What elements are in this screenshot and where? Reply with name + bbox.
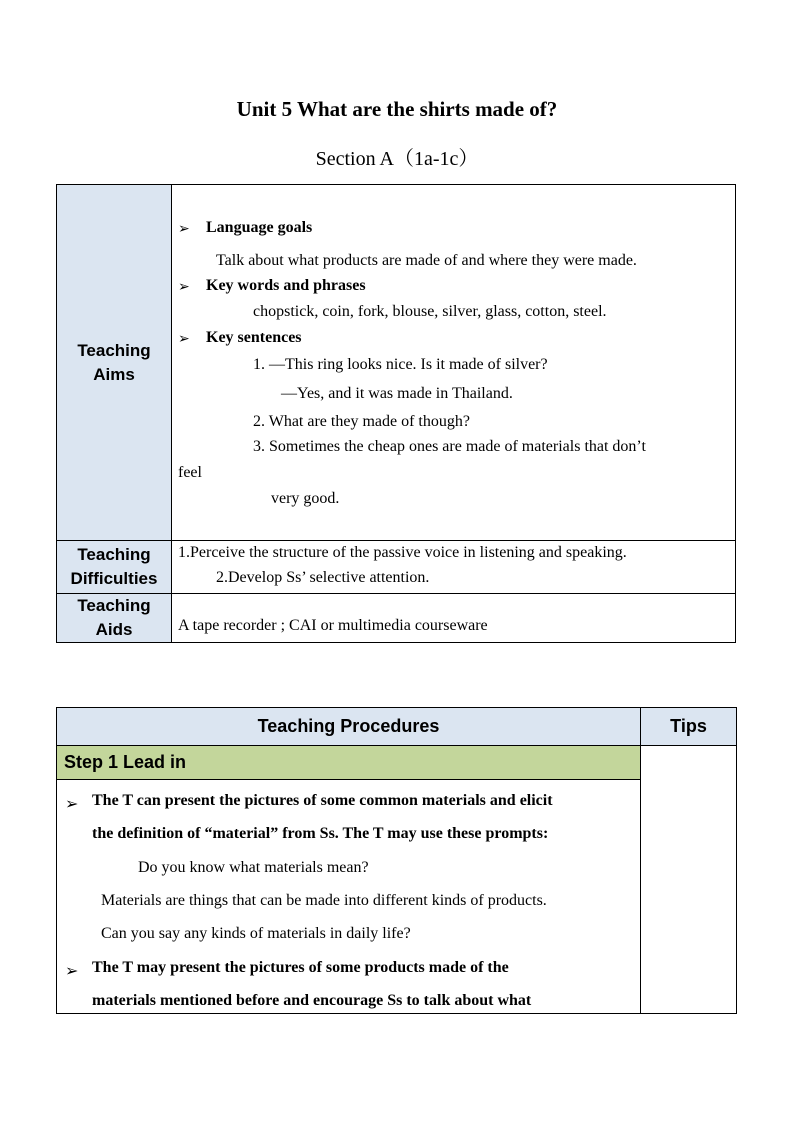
difficulty-2: 2.Develop Ss’ selective attention. — [216, 569, 430, 586]
teaching-info-table — [56, 184, 736, 643]
aids-label-line1: Teaching — [77, 596, 151, 615]
bullet-arrow-icon: ➢ — [65, 796, 79, 813]
aims-label-line1: Teaching — [77, 340, 151, 360]
aids-label-line2: Aids — [95, 620, 133, 639]
section-subtitle: Section A（1a-1c） — [315, 148, 479, 170]
bullet-arrow-icon: ➢ — [65, 963, 79, 980]
bullet-arrow-icon: ➢ — [178, 222, 190, 237]
procedure-2-line1: The T may present the pictures of some products made of the — [92, 959, 509, 976]
step-1-heading: Step 1 Lead in — [57, 746, 641, 780]
sentence-3c: very good. — [271, 490, 340, 507]
difficulties-label-line1: Teaching — [77, 545, 151, 564]
aims-label — [57, 185, 172, 541]
document-title: Unit 5 What are the shirts made of? — [236, 97, 558, 121]
procedures-table — [56, 707, 737, 1014]
sentence-3b: feel — [178, 464, 202, 481]
key-words-text: chopstick, coin, fork, blouse, silver, glass, cotton, steel. — [253, 303, 607, 320]
sentence-3a: 3. Sometimes the cheap ones are made of materials that don’t — [253, 438, 646, 455]
difficulties-label — [57, 541, 172, 594]
aids-text: A tape recorder ; CAI or multimedia courseware — [178, 617, 488, 634]
bullet-arrow-icon: ➢ — [178, 280, 190, 295]
language-goals-title: Language goals — [206, 219, 313, 236]
prompt-question-1: Do you know what materials mean? — [138, 859, 369, 876]
prompt-question-2: Materials are things that can be made into different kinds of products. — [101, 892, 547, 909]
tips-header: Tips — [641, 708, 737, 746]
difficulties-label-line2: Difficulties — [70, 569, 158, 588]
prompt-question-3: Can you say any kinds of materials in daily life? — [101, 925, 411, 942]
key-sentences-title: Key sentences — [206, 329, 302, 346]
aims-content — [172, 185, 736, 541]
step-1-content — [57, 780, 641, 1014]
difficulty-1: 1.Perceive the structure of the passive voice in listening and speaking. — [178, 544, 627, 561]
key-words-title: Key words and phrases — [206, 277, 366, 294]
procedure-2-line2: materials mentioned before and encourage Ss to talk about what — [92, 992, 532, 1009]
procedures-header: Teaching Procedures — [57, 708, 641, 746]
procedure-1-line1: The T can present the pictures of some common materials and elicit — [92, 792, 553, 809]
tips-cell — [641, 746, 737, 1014]
bullet-arrow-icon: ➢ — [178, 332, 190, 347]
sentence-1a: 1. —This ring looks nice. Is it made of silver? — [253, 356, 548, 373]
aids-content — [172, 594, 736, 643]
aims-label-line2: Aims — [93, 364, 135, 384]
sentence-1b: —Yes, and it was made in Thailand. — [281, 385, 513, 402]
aids-label — [57, 594, 172, 643]
language-goals-text: Talk about what products are made of and where they were made. — [216, 252, 637, 269]
difficulties-content — [172, 541, 736, 594]
sentence-2: 2. What are they made of though? — [253, 413, 470, 430]
procedure-1-line2: the definition of “material” from Ss. The T may use these prompts: — [92, 825, 549, 842]
